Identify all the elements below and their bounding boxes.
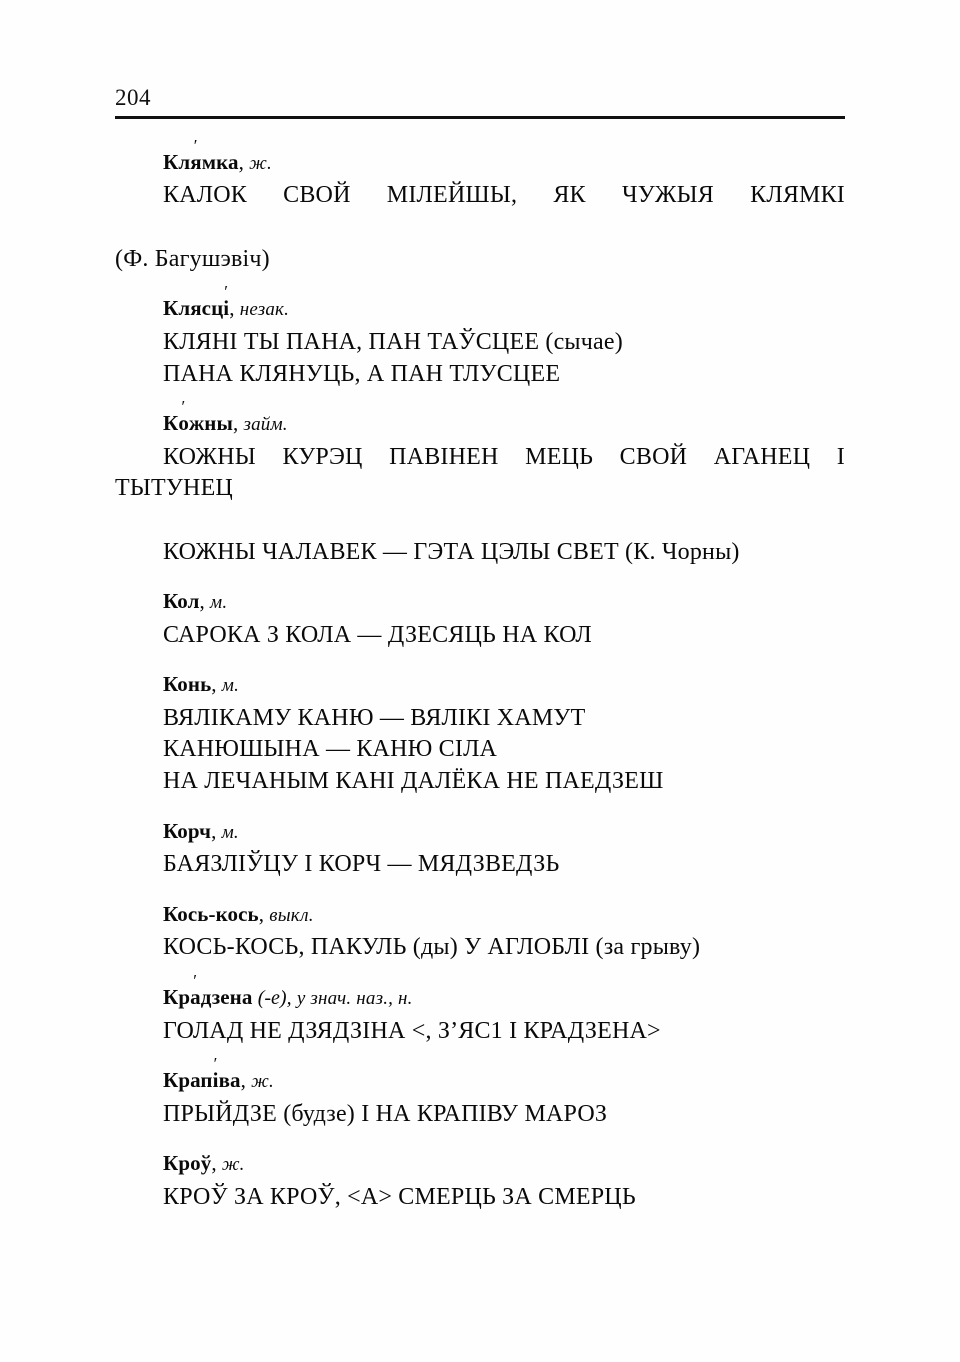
proverb-line: КРОЎ ЗА КРОЎ, <А> СМЕРЦЬ ЗА СМЕРЦЬ — [163, 1183, 636, 1210]
grammatical-label: выкл. — [269, 904, 314, 926]
headword — [163, 902, 259, 926]
grammatical-label: м. — [210, 592, 228, 614]
dictionary-entry — [115, 672, 845, 797]
headword-part: Кл — [163, 150, 191, 174]
headword — [163, 150, 239, 174]
grammatical-label: у знач. наз., н. — [296, 987, 413, 1009]
entry-headword-line — [163, 902, 845, 927]
grammatical-label: м. — [221, 821, 239, 843]
dictionary-entry — [115, 819, 845, 881]
headword-part: мка — [201, 150, 239, 174]
proverb-line: КЛЯНІ ТЫ ПАНА, ПАН ТАЎСЦЕЕ (сычае) — [163, 328, 623, 355]
inflection-note: (-е), — [257, 986, 292, 1009]
proverb-line: КОЖНЫ ЧАЛАВЕК — ГЭТА ЦЭЛЫ СВЕТ (К. Чорны) — [163, 538, 740, 565]
grammatical-label: незак. — [239, 299, 290, 321]
headword — [163, 1151, 211, 1175]
headword — [163, 296, 229, 320]
proverb-line: ВЯЛІКАМУ КАНЮ — ВЯЛІКІ ХАМУТ — [163, 704, 586, 731]
dictionary-entry — [115, 411, 845, 568]
proverb-line: ПАНА КЛЯНУЦЬ, А ПАН ТЛУСЦЕЕ — [163, 360, 561, 387]
headword-part: Кр — [163, 984, 191, 1009]
headword-separator: , — [211, 1151, 222, 1176]
headword-part: Кол — [163, 589, 200, 614]
proverb-line: САРОКА З КОЛА — ДЗЕСЯЦЬ НА КОЛ — [163, 621, 592, 648]
headword-part: жны — [188, 411, 233, 436]
dictionary-entry — [115, 296, 845, 390]
headword-separator: , — [229, 296, 240, 321]
entry-headword-line — [163, 150, 845, 175]
dictionary-entry — [115, 589, 845, 651]
entry-headword-line — [163, 819, 845, 844]
headword-separator: , — [199, 589, 210, 614]
headword-separator: , — [211, 818, 222, 843]
headword — [163, 672, 211, 696]
headword — [163, 985, 252, 1009]
entry-column — [115, 150, 845, 1213]
proverb-line: БАЯЗЛІЎЦУ І КОРЧ — МЯДЗВЕДЗЬ — [163, 851, 560, 878]
entry-headword-line — [163, 1068, 845, 1093]
entry-headword-line — [163, 985, 845, 1011]
stress-accent-letter: і ′ — [223, 296, 229, 321]
headword — [163, 589, 200, 613]
headword-part: Конь — [163, 672, 212, 697]
headword — [163, 411, 233, 435]
headword-separator: , — [211, 672, 222, 697]
grammatical-label: займ. — [243, 414, 288, 436]
headword-part: К — [163, 411, 179, 436]
headword-part: Кось-кось — [163, 901, 259, 926]
headword-part: ва — [218, 1068, 241, 1093]
grammatical-label: ж. — [251, 1071, 274, 1093]
stress-accent-letter: а ′ — [190, 985, 201, 1010]
headword — [163, 1068, 241, 1092]
proverb-line: КОЖНЫ КУРЭЦ ПАВІНЕН МЕЦЬ СВОЙ АГАНЕЦ І ТЫТУНЕЦ — [115, 443, 845, 502]
headword-part: Кроў — [163, 1151, 212, 1176]
headword-separator: , — [258, 901, 270, 926]
header-rule — [115, 116, 845, 119]
entry-headword-line — [163, 1151, 845, 1176]
headword — [163, 819, 211, 843]
dictionary-entry — [115, 150, 845, 275]
headword-separator: , — [232, 411, 244, 436]
proverb-line: (Ф. Багушэвіч) — [115, 245, 270, 272]
proverb-line: ПРЫЙДЗЕ (будзе) І НА КРАПІВУ МАРОЗ — [163, 1100, 608, 1127]
entry-headword-line — [163, 296, 845, 321]
entry-headword-line — [163, 672, 845, 697]
proverb-line: КАНЮШЫНА — КАНЮ СІЛА — [163, 736, 498, 763]
headword-part: Клясц — [163, 296, 224, 321]
dictionary-entry — [115, 985, 845, 1047]
headword-part: Корч — [163, 818, 212, 843]
proverb-line: КОСЬ-КОСЬ, ПАКУЛЬ (ды) У АГЛОБЛІ (за грыву) — [163, 934, 701, 961]
proverb-line: НА ЛЕЧАНЫМ КАНІ ДАЛЁКА НЕ ПАЕДЗЕШ — [163, 768, 664, 795]
page-number: 204 — [115, 85, 151, 110]
entry-headword-line — [163, 411, 845, 436]
grammatical-label: м. — [221, 675, 240, 697]
dictionary-entry — [115, 902, 845, 964]
dictionary-entry — [115, 1068, 845, 1130]
headword-part: дзена — [200, 984, 253, 1009]
entry-headword-line — [163, 589, 845, 614]
headword-separator: , — [240, 1068, 252, 1093]
proverb-line: ГОЛАД НЕ ДЗЯДЗІНА <, З’ЯС1 І КРАДЗЕНА> — [163, 1017, 661, 1044]
page-header — [115, 86, 845, 119]
stress-accent-letter: о ′ — [178, 411, 189, 436]
grammatical-label: ж. — [221, 1154, 245, 1176]
dictionary-entry — [115, 1151, 845, 1213]
headword-part: Крап — [163, 1068, 213, 1093]
stress-accent-letter: я ′ — [190, 150, 201, 175]
grammatical-label: ж. — [249, 153, 272, 174]
proverb-line: КАЛОК СВОЙ МІЛЕЙШЫ, ЯК ЧУЖЫЯ КЛЯМКІ — [163, 182, 845, 209]
headword-separator: , — [238, 150, 250, 174]
stress-accent-letter: і ′ — [213, 1068, 219, 1093]
